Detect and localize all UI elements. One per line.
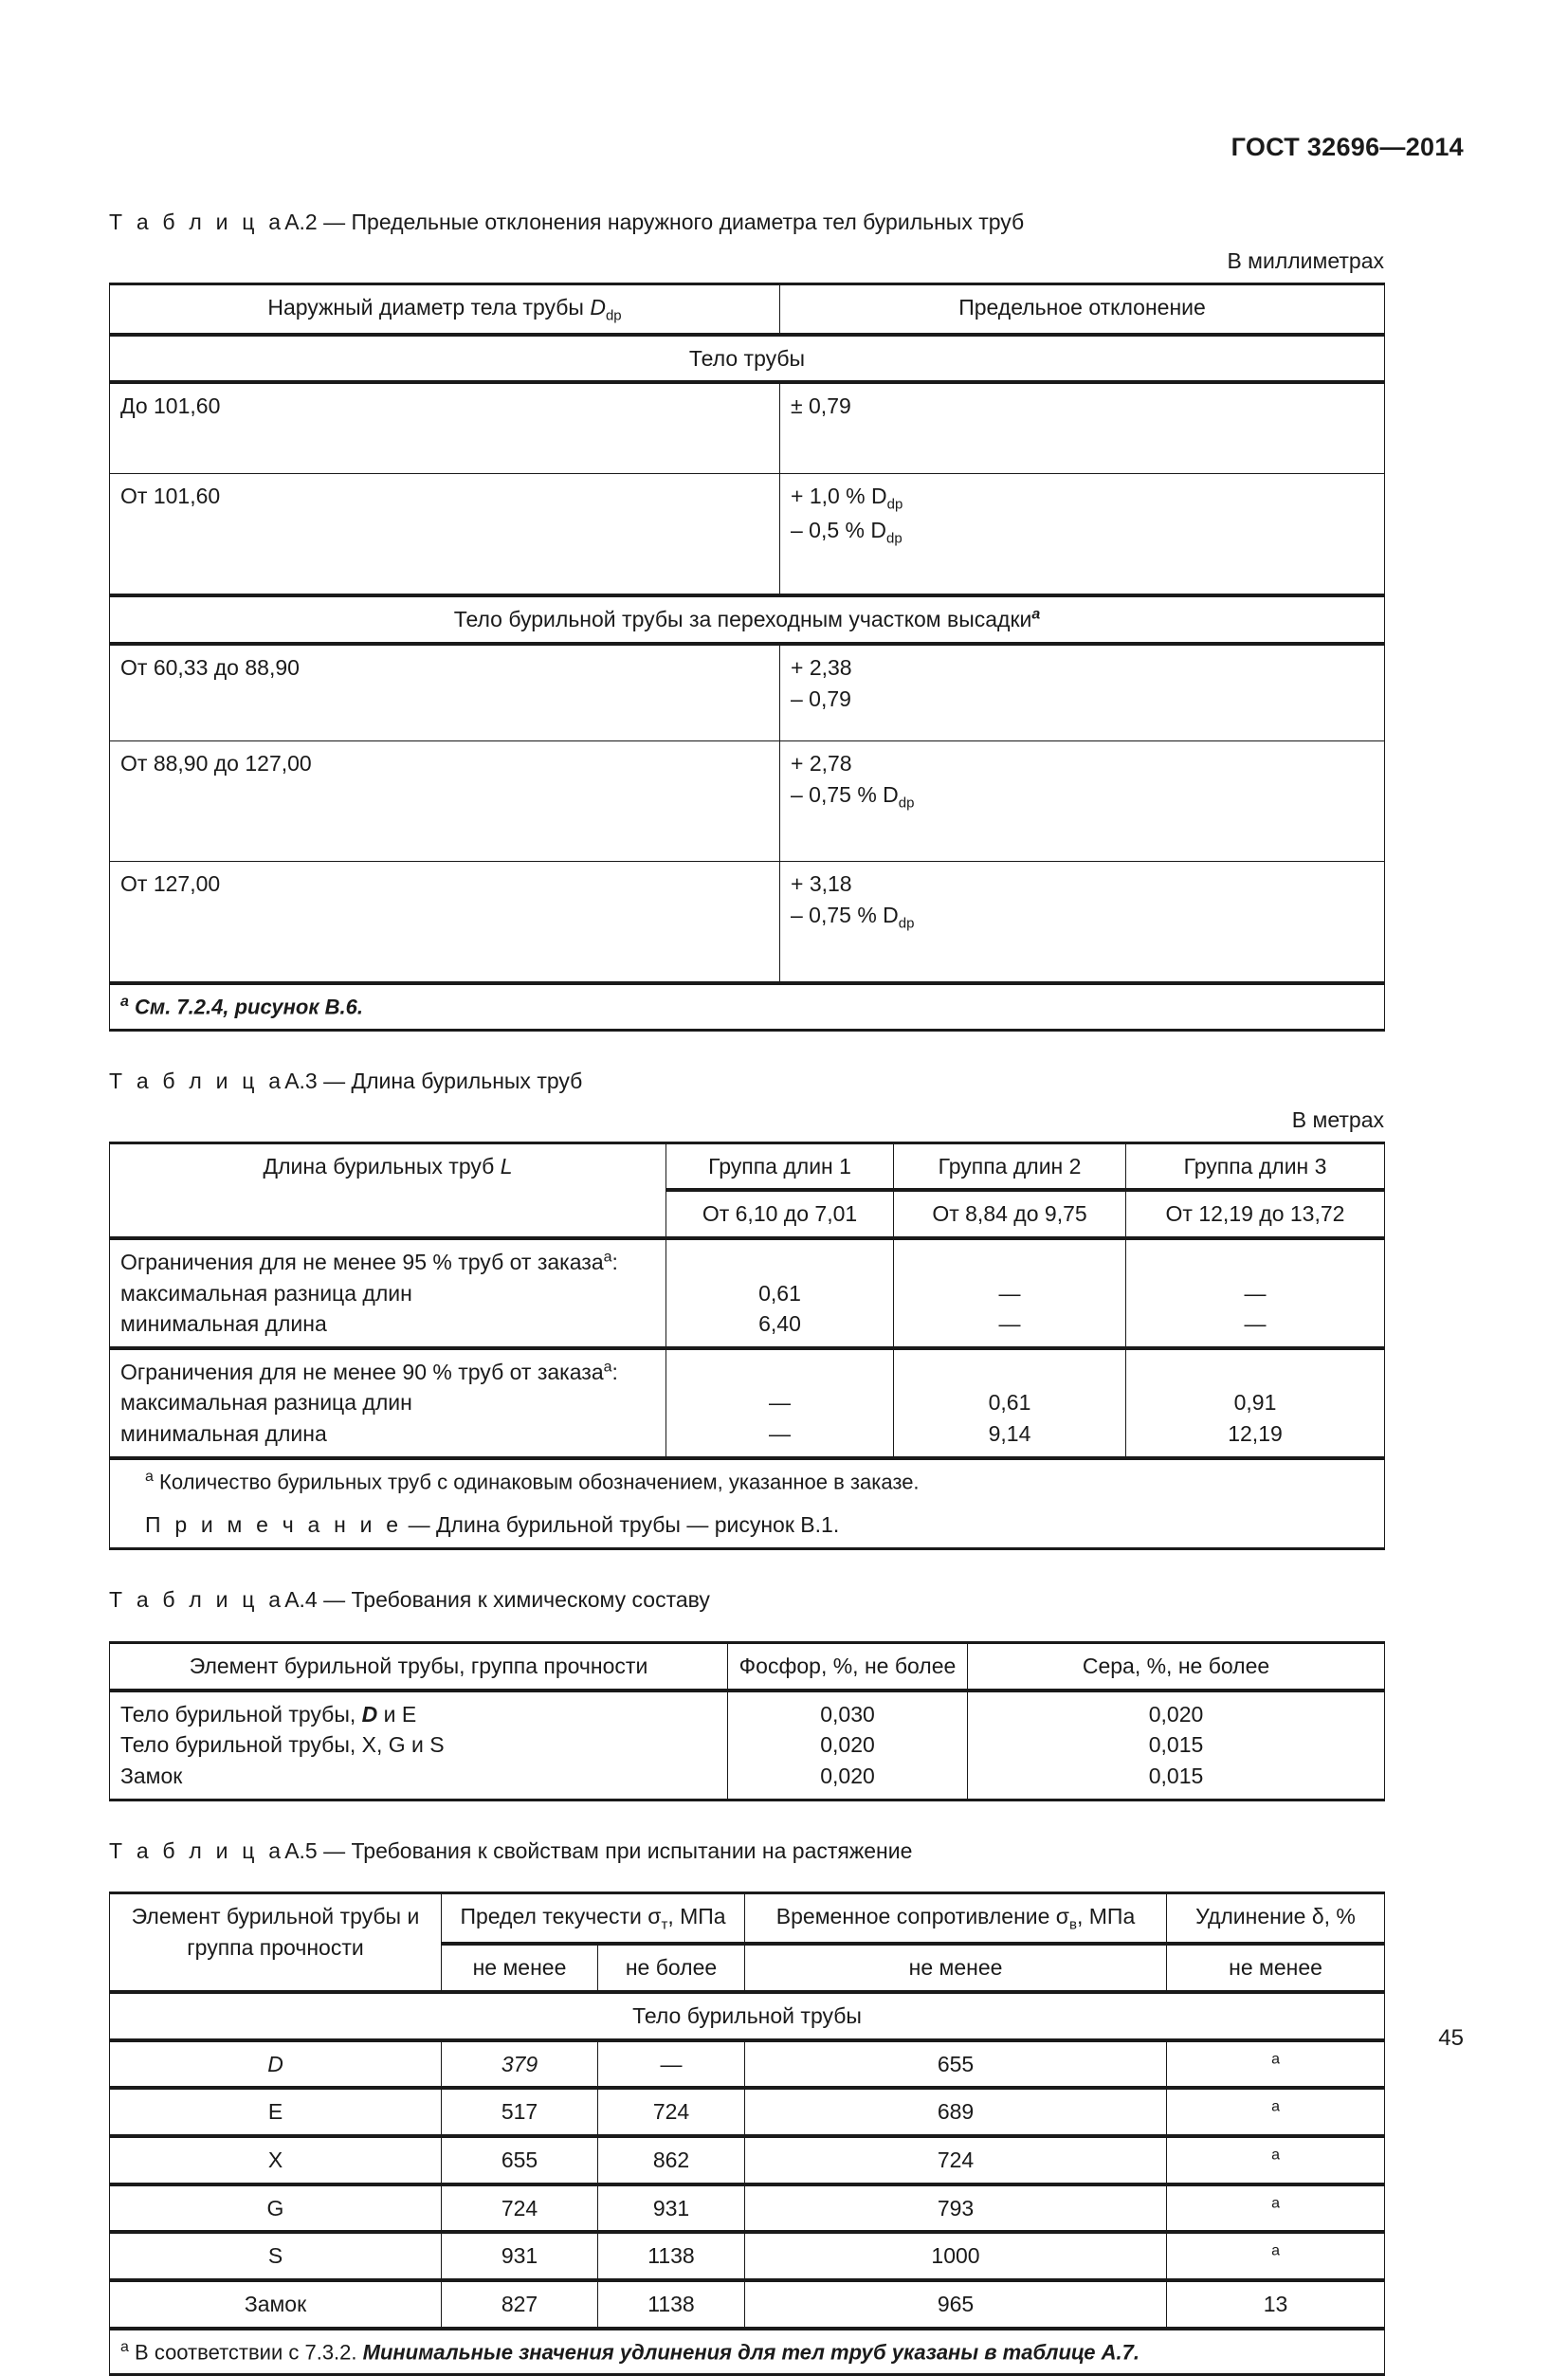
table-a5-elongation [1167, 2040, 1385, 2089]
table-a2-footnote-text: См. 7.2.4, рисунок В.6. [135, 995, 363, 1019]
table-a2-deviation-cell [780, 741, 1385, 862]
table-a2-header-diameter-symbol: D [590, 294, 606, 320]
table-a3 [109, 1142, 1385, 1550]
table-a2 [109, 283, 1385, 1032]
cell-value: 6,40 [758, 1311, 801, 1337]
table-a2-header-deviation: Предельное отклонение [780, 283, 1385, 334]
table-a4-header-row [110, 1642, 1385, 1690]
table-a5-yield-max: 1138 [598, 2280, 745, 2329]
table-a5-yield-max: — [598, 2040, 745, 2089]
cell-value: 0,61 [758, 1280, 801, 1306]
table-a3-header-group-3: Группа длин 3 [1126, 1142, 1385, 1190]
table-a3-caption [109, 1068, 1384, 1096]
table-row [110, 862, 1385, 984]
cell-value: Тело бурильной трубы, [120, 1701, 362, 1727]
cell-value: 0,015 [1148, 1763, 1204, 1788]
cell-value: 0,020 [1148, 1701, 1204, 1727]
table-a5-grade: S [110, 2232, 442, 2280]
table-a2-deviation-line2: – 0,75 % D [791, 902, 899, 927]
table-a5-yield-min: 827 [442, 2280, 598, 2329]
table-a3-footnote-text: Количество бурильных труб с одинаковым обозначением, указанное в заказе. [159, 1470, 920, 1494]
cell-value: 9,14 [988, 1421, 1031, 1447]
table-a2-deviation-cell [780, 862, 1385, 984]
table-row [110, 2184, 1385, 2233]
table-a2-deviation-cell [780, 644, 1385, 741]
table-a5-header-tensile [745, 1893, 1167, 1944]
table-a5-header-element [110, 1893, 442, 1992]
footnote-marker: a [603, 1359, 612, 1376]
table-a5-header-yield-sub: т [661, 1917, 668, 1934]
table-a2-caption-number: А.2 [284, 210, 318, 234]
spacer [109, 1801, 1384, 1837]
table-a5-caption-number: А.5 [284, 1837, 318, 1863]
cell-value: — [769, 1421, 791, 1447]
table-a5-elongation [1167, 2136, 1385, 2184]
table-a2-deviation-line1: + 1,0 % D [791, 484, 887, 509]
table-a5-band-label: Тело бурильной трубы [110, 1992, 1385, 2040]
table-a3-header-group-1: Группа длин 1 [666, 1142, 894, 1190]
table-a2-header-diameter [110, 283, 780, 334]
table-a5-tensile-min: 689 [745, 2088, 1167, 2136]
table-a3-block1-labels [110, 1238, 666, 1348]
footnote-marker: a [1271, 2050, 1280, 2067]
table-a5-elongation [1167, 2088, 1385, 2136]
footnote-marker: a [1271, 2242, 1280, 2259]
table-a5-yield-max: 931 [598, 2184, 745, 2233]
table-a5-tensile-min: 724 [745, 2136, 1167, 2184]
table-a3-footnote-row [110, 1458, 1385, 1504]
document-content [109, 209, 1384, 2376]
table-row [110, 1348, 1385, 1458]
cell-value: Замок [120, 1763, 183, 1788]
table-a3-block2-col1 [666, 1348, 894, 1458]
table-a5-footnote-plain: В соответствии с 7.3.2. [135, 2339, 363, 2364]
cell-value: 0,020 [820, 1732, 875, 1758]
table-a2-deviation-line2: – 0,79 [791, 685, 851, 711]
table-a5-caption [109, 1837, 1384, 1866]
table-a2-band-row-2 [110, 595, 1385, 644]
table-a3-header-length [110, 1142, 666, 1238]
table-a3-caption-text: Длина бурильных труб [351, 1068, 583, 1093]
spacer [109, 1615, 1384, 1641]
table-a4-caption-number: А.4 [284, 1587, 318, 1613]
table-a2-units: В миллиметрах [1227, 247, 1384, 273]
table-a3-caption-number: А.3 [284, 1068, 318, 1093]
table-a2-deviation-line1-sub: dp [886, 497, 903, 514]
table-a2-header-row [110, 283, 1385, 334]
table-a5-header-element-line1: Элемент бурильной трубы и [131, 1904, 420, 1929]
page-number: 45 [1438, 2025, 1464, 2051]
table-a2-deviation-cell [780, 474, 1385, 596]
table-a5-band-row [110, 1992, 1385, 2040]
table-row [110, 2232, 1385, 2280]
table-a2-caption [109, 209, 1384, 237]
table-a5-yield-max: 1138 [598, 2232, 745, 2280]
table-a3-header-length-symbol: L [500, 1153, 513, 1179]
table-a5-tensile-min: 965 [745, 2280, 1167, 2329]
table-a5-yield-min: 724 [442, 2184, 598, 2233]
table-a3-note-label: П р и м е ч а н и е [145, 1512, 403, 1538]
grade-symbol: D [361, 1701, 378, 1727]
table-a4-phosphorus-values [728, 1691, 968, 1800]
table-row [120, 1699, 717, 1730]
table-a2-header-diameter-label: Наружный диаметр тела трубы [267, 294, 591, 320]
table-row [110, 474, 1385, 596]
table-row [110, 644, 1385, 741]
table-a4-header-element: Элемент бурильной трубы, группа прочности [110, 1642, 728, 1690]
table-a3-block2-line1-label: максимальная разница длин [120, 1390, 412, 1416]
table-a4 [109, 1641, 1385, 1801]
table-row [110, 2136, 1385, 2184]
table-a3-block2-col2 [894, 1348, 1126, 1458]
table-a2-caption-text: Предельные отклонения наружного диаметра тел бурильных труб [351, 210, 1025, 234]
cell-value: — [998, 1311, 1021, 1337]
table-a3-header-group-2: Группа длин 2 [894, 1142, 1126, 1190]
table-a2-deviation-line2-sub: dp [898, 795, 915, 812]
footnote-marker: a [120, 2338, 129, 2355]
table-a5-header-yield-b: , МПа [667, 1904, 726, 1929]
table-a2-deviation-cell [780, 382, 1385, 474]
cell-value: 0,020 [820, 1763, 875, 1788]
table-a5-header-tensile-min: не менее [745, 1944, 1167, 1992]
table-a5-caption-text: Требования к свойствам при испытании на растяжение [351, 1837, 913, 1863]
table-a3-footnote [110, 1458, 1385, 1504]
table-a4-header-sulfur: Сера, %, не более [968, 1642, 1385, 1690]
table-a2-diameter-cell: До 101,60 [110, 382, 780, 474]
table-a5-header-yield-min: не менее [442, 1944, 598, 1992]
table-a2-band-label-2-text: Тело бурильной трубы за переходным участком высадки [453, 607, 1032, 632]
table-a2-deviation-line2: – 0,75 % D [791, 781, 899, 807]
table-a5 [109, 1892, 1385, 2376]
table-a2-footnote-row [110, 983, 1385, 1030]
table-a5-footnote-bold: Минимальные значения удлинения для тел труб указаны в таблице А.7. [362, 2339, 1140, 2364]
table-a3-block1-col2 [894, 1238, 1126, 1348]
table-a2-deviation-line2-sub: dp [898, 915, 915, 932]
table-a5-elongation [1167, 2184, 1385, 2233]
table-a3-block2-col3 [1126, 1348, 1385, 1458]
table-a5-tensile-min: 1000 [745, 2232, 1167, 2280]
table-a2-deviation-line1: + 2,78 [791, 751, 852, 777]
table-a5-caption-dash: — [323, 1837, 346, 1863]
table-a5-elongation: 13 [1167, 2280, 1385, 2329]
table-a5-grade: X [110, 2136, 442, 2184]
table-a2-deviation-line2: – 0,5 % D [791, 518, 886, 543]
footnote-marker: a [1271, 2147, 1280, 2164]
footnote-marker: a [1271, 2098, 1280, 2115]
footnote-marker: a [1271, 2194, 1280, 2211]
table-a3-header-range-2: От 8,84 до 9,75 [894, 1190, 1126, 1238]
cell-value: 0,91 [1233, 1390, 1277, 1416]
table-a2-header-diameter-subscript: dp [605, 307, 622, 324]
table-a5-yield-min: 931 [442, 2232, 598, 2280]
table-a3-block2-title: Ограничения для не менее 90 % труб от заказа [120, 1359, 604, 1384]
table-a2-band-label-2 [110, 595, 1385, 644]
spacer [109, 1550, 1384, 1586]
cell-value: 0,030 [820, 1701, 875, 1727]
table-a4-caption-prefix: Т а б л и ц а [109, 1587, 285, 1613]
table-a2-diameter-cell: От 88,90 до 127,00 [110, 741, 780, 862]
table-a2-band-label-1: Тело трубы [110, 335, 1385, 383]
cell-value: 12,19 [1228, 1421, 1283, 1447]
table-a4-header-phosphorus: Фосфор, %, не более [728, 1642, 968, 1690]
table-a2-deviation-line1: ± 0,79 [791, 393, 851, 419]
table-a2-band-row-1 [110, 335, 1385, 383]
table-a3-block1-line2-label: минимальная длина [120, 1311, 327, 1337]
table-a5-footnote-row [110, 2329, 1385, 2375]
table-a5-tensile-min: 655 [745, 2040, 1167, 2089]
cell-value: 0,61 [988, 1390, 1031, 1416]
cell-value: — [998, 1280, 1021, 1306]
table-row [120, 1761, 717, 1792]
table-a2-diameter-cell: От 101,60 [110, 474, 780, 596]
table-a3-note-dash: — [408, 1512, 430, 1538]
cell-value: — [1244, 1311, 1267, 1337]
table-a3-header-length-label: Длина бурильных труб [263, 1153, 501, 1179]
table-a4-caption-dash: — [323, 1587, 346, 1613]
table-a3-block1-line1-label: максимальная разница длин [120, 1280, 412, 1306]
cell-value: 0,015 [1148, 1732, 1204, 1758]
table-a3-header-row-1 [110, 1142, 1385, 1190]
table-a5-header-element-line2: группа прочности [187, 1935, 364, 1961]
table-a2-footnote [110, 983, 1385, 1030]
table-a5-header-tensile-a: Временное сопротивление σ [775, 1904, 1069, 1929]
table-a3-note-row [110, 1503, 1385, 1548]
table-a5-header-yield [442, 1893, 745, 1944]
table-a5-footnote [110, 2329, 1385, 2375]
table-row [110, 2088, 1385, 2136]
table-a3-block1-col3 [1126, 1238, 1385, 1348]
table-row [120, 1729, 717, 1761]
table-a5-header-yield-a: Предел текучести σ [460, 1904, 662, 1929]
table-a3-note [110, 1503, 1385, 1548]
table-a3-note-text: Длина бурильной трубы — рисунок В.1. [435, 1512, 840, 1538]
table-a5-yield-min: 379 [442, 2040, 598, 2089]
table-a3-block2-labels [110, 1348, 666, 1458]
document-standard-header: ГОСТ 32696—2014 [1231, 133, 1464, 161]
table-a2-caption-dash: — [323, 210, 346, 234]
table-row [110, 741, 1385, 862]
table-row [110, 382, 1385, 474]
cell-value: и Е [377, 1701, 417, 1727]
table-a3-units: В метрах [1291, 1106, 1384, 1132]
table-a3-block2-colon: : [611, 1359, 618, 1384]
table-a5-header-elongation: Удлинение δ, % [1167, 1893, 1385, 1944]
table-a5-grade: G [110, 2184, 442, 2233]
table-a3-header-range-1: От 6,10 до 7,01 [666, 1190, 894, 1238]
table-a5-caption-prefix: Т а б л и ц а [109, 1837, 285, 1863]
spacer [109, 1865, 1384, 1892]
table-a5-header-tensile-b: , МПа [1076, 1904, 1136, 1929]
table-a2-diameter-cell: От 127,00 [110, 862, 780, 984]
table-a2-diameter-cell: От 60,33 до 88,90 [110, 644, 780, 741]
table-a5-header-yield-max: не более [598, 1944, 745, 1992]
table-a4-sulfur-values [968, 1691, 1385, 1800]
table-a4-caption-text: Требования к химическому составу [351, 1587, 710, 1613]
table-a3-header-range-3: От 12,19 до 13,72 [1126, 1190, 1385, 1238]
table-a2-deviation-line2-sub: dp [886, 530, 903, 547]
table-a5-elongation [1167, 2232, 1385, 2280]
table-a5-grade: E [110, 2088, 442, 2136]
table-a4-elements [110, 1691, 728, 1800]
table-a5-tensile-min: 793 [745, 2184, 1167, 2233]
table-a5-header-tensile-sub: в [1069, 1917, 1077, 1934]
table-a5-header-row-1 [110, 1893, 1385, 1944]
footnote-marker: a [603, 1249, 612, 1266]
cell-value: — [1244, 1280, 1267, 1306]
table-a2-deviation-line1: + 2,38 [791, 655, 852, 681]
table-a5-yield-min: 517 [442, 2088, 598, 2136]
table-a3-caption-prefix: Т а б л и ц а [109, 1068, 285, 1093]
table-a3-caption-dash: — [323, 1068, 346, 1093]
table-a2-caption-prefix: Т а б л и ц а [109, 210, 285, 234]
spacer [109, 1032, 1384, 1068]
cell-value: Тело бурильной трубы, X, G и S [120, 1732, 445, 1758]
table-a3-block2-line2-label: минимальная длина [120, 1421, 327, 1447]
table-a5-yield-max: 724 [598, 2088, 745, 2136]
table-a3-block1-colon: : [611, 1249, 618, 1274]
table-a4-body-row [110, 1691, 1385, 1800]
table-a5-grade: D [110, 2040, 442, 2089]
table-row [110, 1238, 1385, 1348]
table-a5-yield-min: 655 [442, 2136, 598, 2184]
table-a5-yield-max: 862 [598, 2136, 745, 2184]
cell-value: — [769, 1390, 791, 1416]
table-row [110, 2040, 1385, 2089]
table-row [110, 2280, 1385, 2329]
table-a5-header-elongation-min: не менее [1167, 1944, 1385, 1992]
table-a2-deviation-line1: + 3,18 [791, 871, 852, 897]
footnote-marker: a [145, 1468, 154, 1485]
table-a5-grade: Замок [110, 2280, 442, 2329]
table-a4-caption [109, 1586, 1384, 1615]
table-a3-block1-title: Ограничения для не менее 95 % труб от заказа [120, 1249, 604, 1274]
table-a3-block1-col1 [666, 1238, 894, 1348]
footnote-marker: a [1031, 606, 1041, 623]
footnote-marker: a [120, 994, 129, 1011]
